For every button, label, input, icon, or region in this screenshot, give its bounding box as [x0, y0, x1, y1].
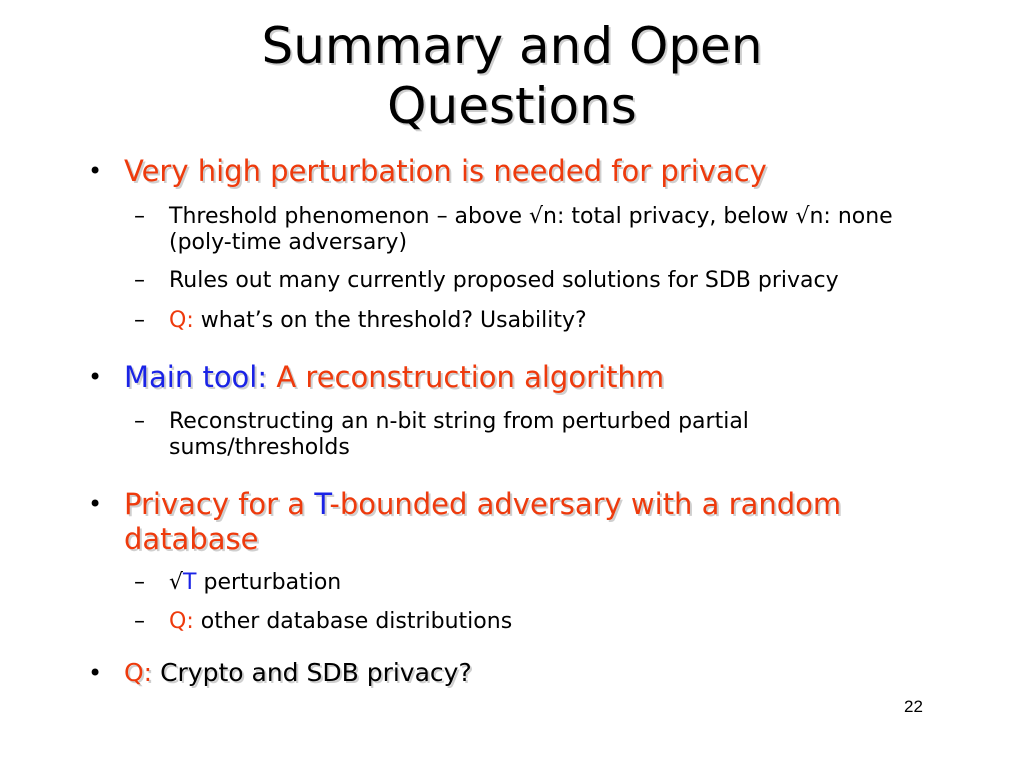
bullet-1-sub-2-text: Rules out many currently proposed solutions for SDB privacy: [169, 268, 839, 293]
question-text: what’s on the threshold? Usability?: [200, 308, 587, 333]
bullet-dot: •: [88, 363, 103, 391]
question-text: other database distributions: [200, 609, 513, 634]
bullet-2-text: [124, 360, 944, 395]
question-label: Q:: [169, 609, 194, 634]
bullet-1-sub-1-text: Threshold phenomenon – above √n: total privacy, below √n: none (poly-time adversary): [169, 204, 893, 255]
sqrt-symbol: √: [169, 570, 184, 595]
bullet-2-sub-1-text: Reconstructing an n-bit string from perturbed partial sums/thresholds: [169, 409, 749, 460]
bullet-1-sub-3-text: [169, 308, 929, 334]
dash: –: [134, 609, 145, 634]
perturbation-text: perturbation: [203, 570, 342, 595]
bullet-3-sub-1-text: [169, 570, 929, 596]
sqrt-t: T: [183, 570, 197, 595]
bullet-3-t: T: [314, 487, 330, 521]
bullet-dot: •: [88, 659, 103, 687]
question-text: Crypto and SDB privacy?: [160, 658, 472, 687]
question-label: Q:: [169, 308, 194, 333]
dash: –: [134, 570, 145, 595]
bullet-3-text-before: Privacy for a: [124, 487, 315, 521]
slide-title-line-1: Summary and Open: [261, 17, 763, 75]
bullet-4-text: [124, 656, 944, 689]
bullet-3-text-after: -bounded adversary with a random database: [124, 487, 842, 556]
dash: –: [134, 268, 145, 293]
bullet-3-sub-2-text: [169, 609, 929, 635]
dash: –: [134, 308, 145, 333]
slide-title-line-2: Questions: [387, 77, 637, 135]
bullet-2-body: A reconstruction algorithm: [276, 360, 665, 394]
bullet-2-lead: Main tool:: [124, 360, 268, 394]
dash: –: [134, 409, 145, 434]
bullet-dot: •: [88, 490, 103, 518]
dash: –: [134, 204, 145, 229]
slide-title: [0, 16, 1024, 136]
question-label: Q:: [124, 658, 153, 687]
bullet-dot: •: [88, 157, 103, 185]
bullet-1-text: Very high perturbation is needed for privacy: [124, 154, 767, 188]
bullet-3-text: [124, 487, 944, 557]
page-number: 22: [904, 697, 923, 716]
